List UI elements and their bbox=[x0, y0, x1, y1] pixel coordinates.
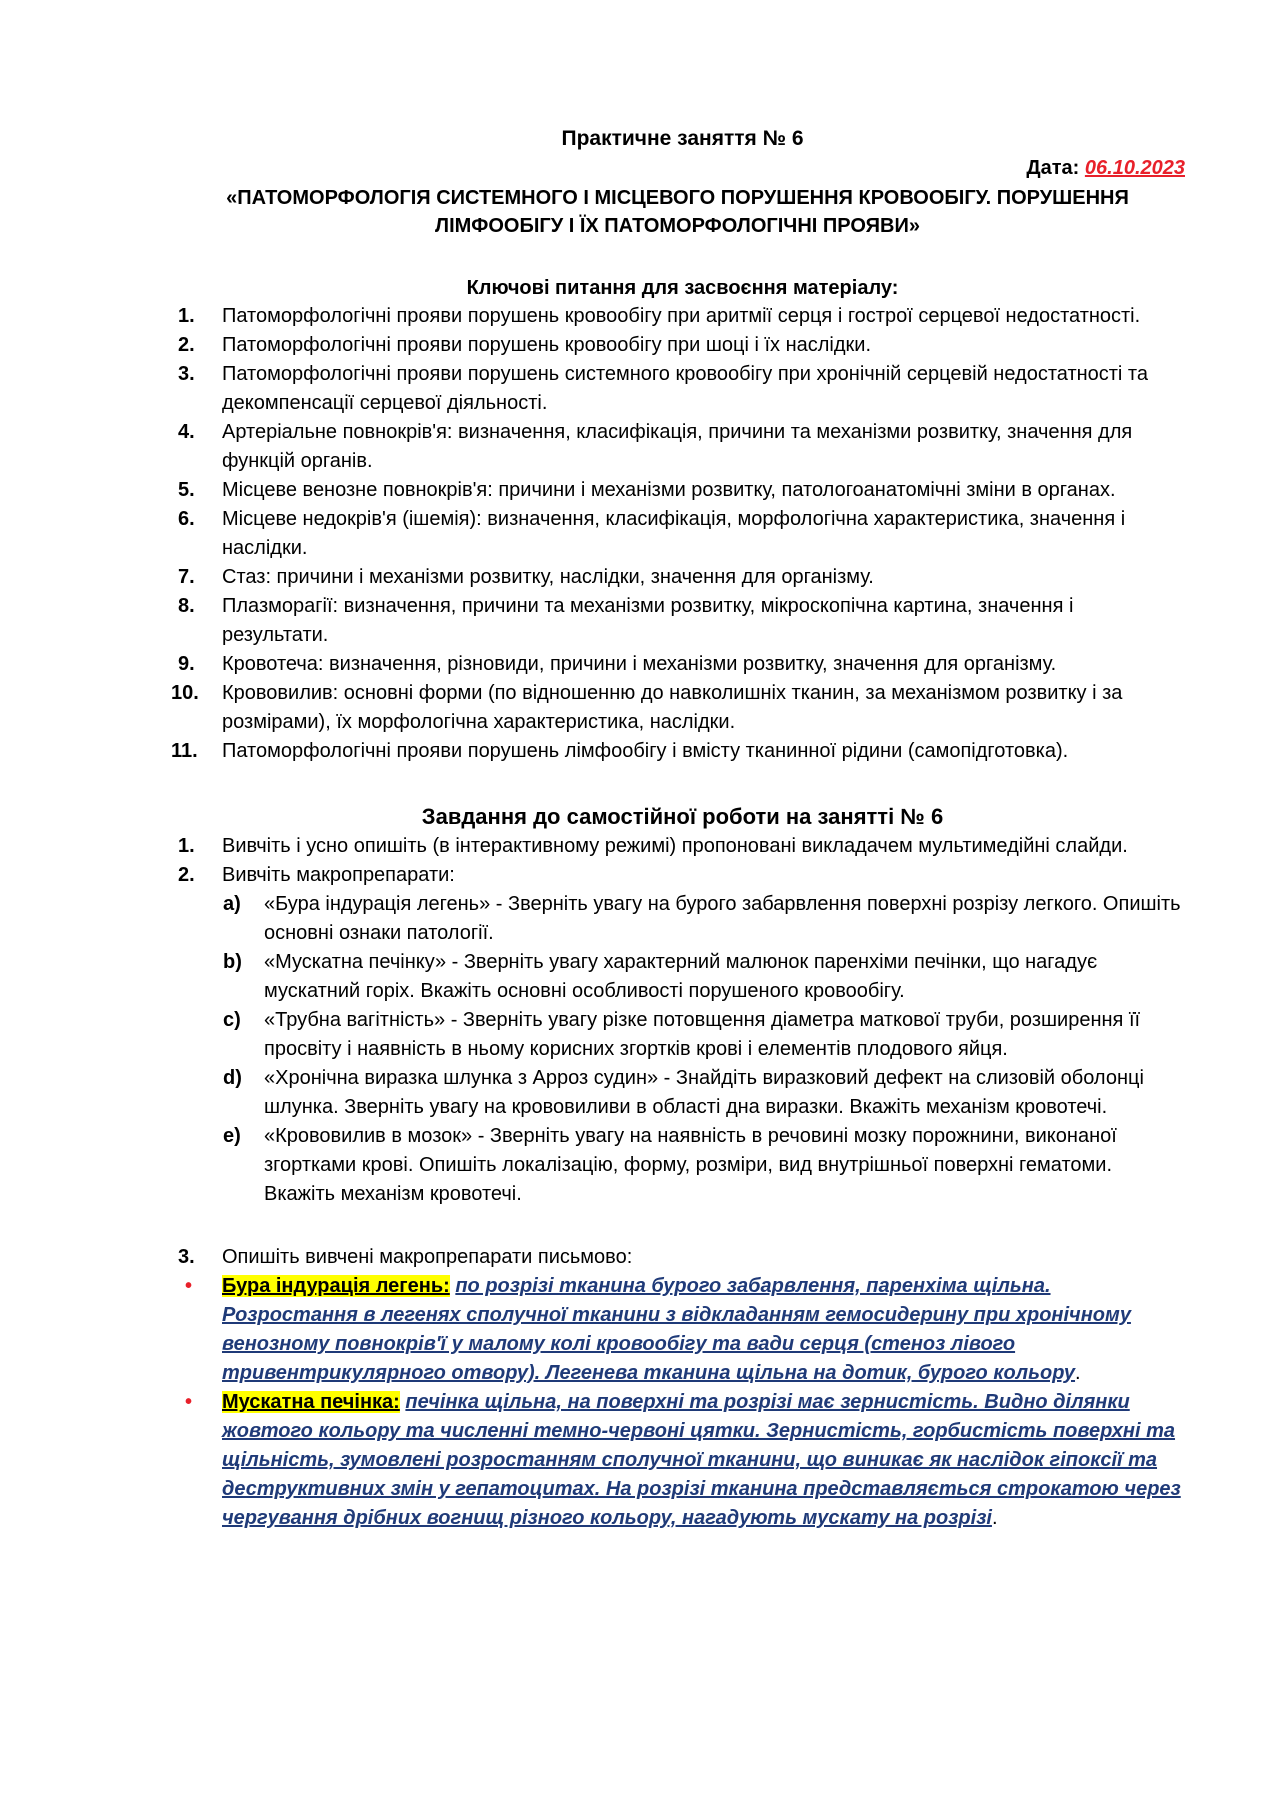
answer-text: по розрізі тканина бурого забарвлення, паренхіма щільна. Розростання в легенях сполучної тканини з відкладанням гемосидерину при хронічному венозному повнокрів'ї у малому колі кровообігу та вади серця (стеноз лівого тривентрикулярного отвору). Легенева тканина щільна на дотик, бурого кольору bbox=[222, 1275, 1131, 1384]
item-text: Місцеве венозне повнокрів'я: причини і механізми розвитку, патологоанатомічні зміни в органах. bbox=[222, 479, 1116, 501]
item-number: 7. bbox=[178, 566, 195, 588]
item-text: Опишіть вивчені макропрепарати письмово: bbox=[222, 1246, 633, 1268]
item-text: Артеріальне повнокрів'я: визначення, класифікація, причини та механізми розвитку, значення для функцій органів. bbox=[222, 421, 1133, 472]
item-text: Кровотеча: визначення, різновиди, причини і механізми розвитку, значення для організму. bbox=[222, 653, 1057, 675]
item-text: Місцеве недокрів'я (ішемія): визначення, класифікація, морфологічна характеристика, значення і наслідки. bbox=[222, 508, 1126, 559]
specimen-term: Бура індурація легень: bbox=[222, 1275, 450, 1297]
item-text: Патоморфологічні прояви порушень кровообігу при шоці і їх наслідки. bbox=[222, 334, 872, 356]
item-number: 8. bbox=[178, 595, 195, 617]
date-line bbox=[180, 154, 1185, 182]
item-text: Вивчіть макропрепарати: bbox=[222, 864, 455, 886]
bullet-icon: • bbox=[185, 1391, 193, 1413]
list-item bbox=[171, 679, 1185, 737]
spacer bbox=[180, 1209, 1185, 1243]
written-task-list bbox=[180, 1243, 1185, 1272]
list-item bbox=[180, 861, 1185, 1209]
list-item bbox=[180, 360, 1185, 418]
lesson-topic: «ПАТОМОРФОЛОГІЯ СИСТЕМНОГО І МІСЦЕВОГО ПОРУШЕННЯ КРОВООБІГУ. ПОРУШЕННЯ ЛІМФООБІГУ І ЇХ ПАТОМОРФОЛОГІЧНІ ПРОЯВИ» bbox=[226, 187, 1129, 237]
item-number: 2. bbox=[178, 864, 195, 886]
list-item bbox=[171, 737, 1185, 766]
item-text: Патоморфологічні прояви порушень системного кровообігу при хронічній серцевій недостатності та декомпенсації серцевої діяльності. bbox=[222, 363, 1148, 414]
list-item bbox=[207, 1006, 1185, 1064]
item-letter: e) bbox=[223, 1125, 241, 1147]
list-item bbox=[165, 1272, 1185, 1388]
date-value: 06.10.2023 bbox=[1084, 157, 1185, 179]
item-number: 1. bbox=[178, 305, 195, 327]
tasks-list bbox=[180, 832, 1185, 1209]
item-letter: c) bbox=[223, 1009, 241, 1031]
item-number: 9. bbox=[178, 653, 195, 675]
answer-end: . bbox=[1075, 1362, 1081, 1384]
date-label: Дата: bbox=[1026, 157, 1080, 179]
item-text: «Трубна вагітність» - Зверніть увагу різке потовщення діаметра маткової труби, розширення її просвіту і наявність в ньому корисних згортків крові і елементів плодового яйця. bbox=[264, 1009, 1141, 1060]
item-number: 4. bbox=[178, 421, 195, 443]
tasks-heading: Завдання до самостійної роботи на занятті № 6 bbox=[421, 804, 944, 829]
item-number: 5. bbox=[178, 479, 195, 501]
list-item bbox=[207, 890, 1185, 948]
item-number: 3. bbox=[178, 363, 195, 385]
item-number: 2. bbox=[178, 334, 195, 356]
list-item bbox=[180, 505, 1185, 563]
list-item bbox=[180, 832, 1185, 861]
answers-list bbox=[180, 1272, 1185, 1533]
list-item bbox=[180, 592, 1185, 650]
list-item bbox=[180, 1243, 1185, 1272]
item-text: «Крововилив в мозок» - Зверніть увагу на наявність в речовині мозку порожнини, виконаної згортками крові. Опишіть локалізацію, форму, розміри, вид внутрішньої поверхні гематоми. Вкажіть механізм кровотечі. bbox=[264, 1125, 1117, 1205]
item-letter: b) bbox=[223, 951, 242, 973]
list-item bbox=[180, 418, 1185, 476]
item-number: 3. bbox=[178, 1246, 195, 1268]
key-questions-list bbox=[171, 302, 1185, 766]
item-number: 10. bbox=[171, 682, 199, 704]
list-item bbox=[207, 1122, 1185, 1209]
item-letter: d) bbox=[223, 1067, 242, 1089]
list-item bbox=[207, 1064, 1185, 1122]
item-text: Стаз: причини і механізми розвитку, наслідки, значення для організму. bbox=[222, 566, 874, 588]
specimen-term: Мускатна печінка: bbox=[222, 1391, 400, 1413]
bullet-icon: • bbox=[185, 1275, 193, 1297]
item-text: «Мускатна печінку» - Зверніть увагу характерний малюнок паренхіми печінки, що нагадує мускатний горіх. Вкажіть основні особливості порушеного кровообігу. bbox=[264, 951, 1098, 1002]
item-number: 11. bbox=[171, 740, 198, 762]
list-item bbox=[207, 948, 1185, 1006]
item-number: 1. bbox=[178, 835, 195, 857]
item-text: «Бура індурація легень» - Зверніть увагу на бурого забарвлення поверхні розрізу легкого. Опишіть основні ознаки патології. bbox=[264, 893, 1181, 944]
item-letter: a) bbox=[223, 893, 241, 915]
list-item bbox=[180, 302, 1185, 331]
list-item bbox=[180, 563, 1185, 592]
item-text: Патоморфологічні прояви порушень лімфообігу і вмісту тканинної рідини (самопідготовка). bbox=[222, 740, 1069, 762]
answer-end: . bbox=[991, 1507, 998, 1529]
list-item bbox=[180, 650, 1185, 679]
item-text: «Хронічна виразка шлунка з Арроз судин» - Знайдіть виразковий дефект на слизовій оболонці шлунка. Зверніть увагу на крововиливи в області дна виразки. Вкажіть механізм кровотечі. bbox=[264, 1067, 1144, 1118]
list-item bbox=[180, 476, 1185, 505]
item-text: Плазморагії: визначення, причини та механізми розвитку, мікроскопічна картина, значення і результати. bbox=[222, 595, 1074, 646]
item-text: Патоморфологічні прояви порушень кровообігу при аритмії серця і гострої серцевої недостатності. bbox=[222, 305, 1141, 327]
key-questions-heading: Ключові питання для засвоєння матеріалу: bbox=[466, 277, 899, 299]
list-item bbox=[165, 1388, 1185, 1533]
answer-text: печінка щільна, на поверхні та розрізі має зернистість. Видно ділянки жовтого кольору та численні темно-червоні цятки. Зернистість, горбистість поверхні та щільність, зумовлені розростанням сполучної тканини, що виникає як наслідок гіпоксії та деструктивних змін у гепатоцитах. На розрізі тканина представляється строкатою через чергування дрібних вогнищ різного кольору, нагадують мускату на розрізі bbox=[222, 1391, 1181, 1529]
list-item bbox=[180, 331, 1185, 360]
item-text: Вивчіть і усно опишіть (в інтерактивному режимі) пропоновані викладачем мультимедійні слайди. bbox=[222, 835, 1128, 857]
item-number: 6. bbox=[178, 508, 195, 530]
item-text: Крововилив: основні форми (по відношенню до навколишніх тканин, за механізмом розвитку і за розмірами), їх морфологічна характеристика, наслідки. bbox=[222, 682, 1123, 733]
specimens-list bbox=[222, 890, 1185, 1209]
page-title: Практичне заняття № 6 bbox=[561, 127, 804, 150]
